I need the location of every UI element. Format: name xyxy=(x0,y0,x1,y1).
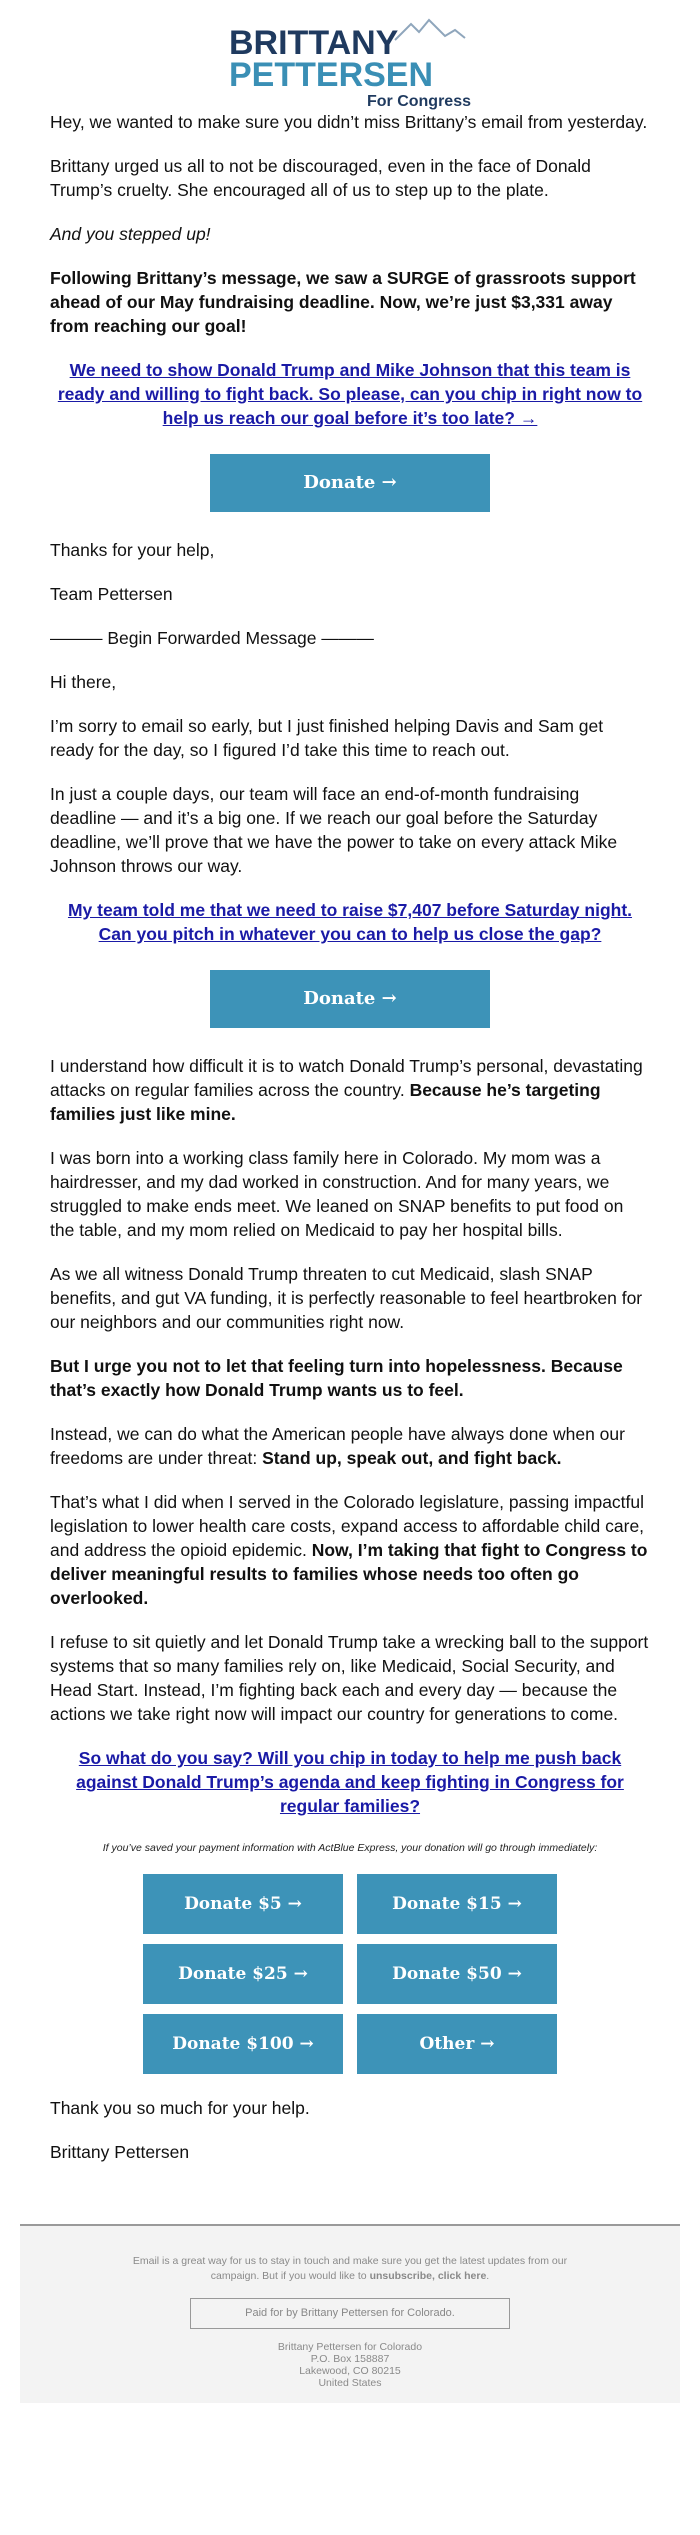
footer-text-end: . xyxy=(486,2270,490,2282)
closing-line: Thank you so much for your help. xyxy=(50,2098,310,2118)
fwd-paragraph-3-text: I understand how difficult it is to watch Donald Trump’s personal, devastating attacks on regular families across the country. xyxy=(50,1056,643,1100)
fwd-paragraph-3 xyxy=(50,1054,650,1126)
campaign-logo xyxy=(50,0,650,110)
fwd-paragraph-7-bold: Stand up, speak out, and fight back. xyxy=(262,1448,562,1468)
donate-50-button[interactable]: Donate $50 → xyxy=(357,1944,557,2004)
actblue-note: If you’ve saved your payment information with ActBlue Express, your donation will go through immediately: xyxy=(102,1842,598,1854)
footer-text-body: Email is a great way for us to stay in touch and make sure you get the latest updates from our campaign. But if you would like to xyxy=(132,2255,568,2282)
donate-25-button[interactable]: Donate $25 → xyxy=(143,1944,343,2004)
forward-divider: ——— Begin Forwarded Message ——— xyxy=(50,628,374,648)
intro-donate-row xyxy=(50,454,650,512)
mountain-icon xyxy=(395,20,465,40)
signature: Brittany Pettersen xyxy=(50,2142,190,2162)
intro-paragraph-2: Brittany urged us all to not be discouraged, even in the face of Donald Trump’s cruelty. She encouraged all of us to step up to the plate. xyxy=(50,156,591,200)
donation-amount-grid xyxy=(143,1874,557,2074)
intro-cta xyxy=(50,358,650,430)
greeting: Hi there, xyxy=(50,672,117,692)
donate-100-button[interactable]: Donate $100 → xyxy=(143,2014,343,2074)
donate-other-button[interactable]: Other → xyxy=(357,2014,557,2074)
footer-text xyxy=(115,2254,585,2284)
fwd-cta-2-link[interactable]: So what do you say? Will you chip in today to help me push back against Donald Trump’s agenda and keep fighting in Congress for regular families? xyxy=(76,1748,624,1816)
address-line-4: United States xyxy=(318,2377,382,2389)
fwd-cta xyxy=(50,898,650,946)
fwd-paragraph-5: As we all witness Donald Trump threaten to cut Medicaid, slash SNAP benefits, and gut VA funding, it is perfectly reasonable to feel heartbroken for our neighbors and our communities right now. xyxy=(50,1264,643,1332)
paid-for-disclaimer: Paid for by Brittany Pettersen for Colorado. xyxy=(190,2298,510,2329)
address-line-3: Lakewood, CO 80215 xyxy=(299,2365,401,2377)
fwd-paragraph-8 xyxy=(50,1490,650,1610)
fwd-paragraph-1: I’m sorry to email so early, but I just finished helping Davis and Sam get ready for the day, so I figured I’d take this time to reach out. xyxy=(50,716,604,760)
intro-paragraph-1: Hey, we wanted to make sure you didn’t miss Brittany’s email from yesterday. xyxy=(50,112,648,132)
fwd-paragraph-6: But I urge you not to let that feeling turn into hopelessness. Because that’s exactly how Donald Trump wants us to feel. xyxy=(50,1356,623,1400)
fwd-paragraph-9: I refuse to sit quietly and let Donald Trump take a wrecking ball to the support systems that so many families rely on, like Medicaid, Social Security, and Head Start. Instead, I’m fighting back each and every day — because the actions we take right now will impact our country for generations to come. xyxy=(50,1632,649,1724)
logo-line1: BRITTANY xyxy=(229,24,399,62)
logo-graphic xyxy=(215,18,485,110)
intro-cta-link[interactable]: We need to show Donald Trump and Mike Johnson that this team is ready and willing to fight back. So please, can you chip in right now to help us reach our goal before it’s too late? → xyxy=(57,360,643,428)
donate-button-1[interactable]: Donate → xyxy=(210,454,490,512)
thanks-line: Thanks for your help, xyxy=(50,540,215,560)
intro-paragraph-3: And you stepped up! xyxy=(50,224,211,244)
fwd-paragraph-8-bold: Now, I’m taking that fight to Congress to deliver meaningful results to families whose needs too often go overlooked. xyxy=(50,1540,648,1608)
fwd-paragraph-4: I was born into a working class family here in Colorado. My mom was a hairdresser, and my dad worked in construction. And for many years, we struggled to make ends meet. We leaned on SNAP benefits to put food on the table, and my mom relied on Medicaid to pay her hospital bills. xyxy=(50,1148,624,1240)
unsubscribe-link[interactable]: unsubscribe, click here xyxy=(369,2270,487,2282)
fwd-paragraph-7-text: Instead, we can do what the American people have always done when our freedoms are under threat: xyxy=(50,1424,625,1468)
address-line-2: P.O. Box 158887 xyxy=(310,2353,390,2365)
email-footer xyxy=(20,2224,680,2403)
fwd-donate-row xyxy=(50,970,650,1028)
donate-15-button[interactable]: Donate $15 → xyxy=(357,1874,557,1934)
donate-5-button[interactable]: Donate $5 → xyxy=(143,1874,343,1934)
donate-button-2[interactable]: Donate → xyxy=(210,970,490,1028)
logo-line2: PETTERSEN xyxy=(229,56,434,94)
fwd-paragraph-7 xyxy=(50,1422,650,1470)
logo-line3: For Congress xyxy=(366,93,471,110)
fwd-paragraph-8-text: That’s what I did when I served in the Colorado legislature, passing impactful legislation to lower health care costs, expand access to affordable child care, and address the opioid epidemic. xyxy=(50,1492,645,1560)
fwd-paragraph-3-bold: Because he’s targeting families just like mine. xyxy=(50,1080,601,1124)
fwd-paragraph-2: In just a couple days, our team will face an end-of-month fundraising deadline — and it’s a big one. If we reach our goal before the Saturday deadline, we’ll prove that we have the power to take on every attack Mike Johnson throws our way. xyxy=(50,784,618,876)
address-line-1: Brittany Pettersen for Colorado xyxy=(277,2341,423,2353)
team-signoff: Team Pettersen xyxy=(50,584,173,604)
fwd-cta-link[interactable]: My team told me that we need to raise $7,407 before Saturday night. Can you pitch in whatever you can to help us close the gap? xyxy=(67,900,633,944)
intro-paragraph-4: Following Brittany’s message, we saw a SURGE of grassroots support ahead of our May fundraising deadline. Now, we’re just $3,331 away from reaching our goal! xyxy=(50,268,636,336)
fwd-cta-2 xyxy=(50,1746,650,1818)
